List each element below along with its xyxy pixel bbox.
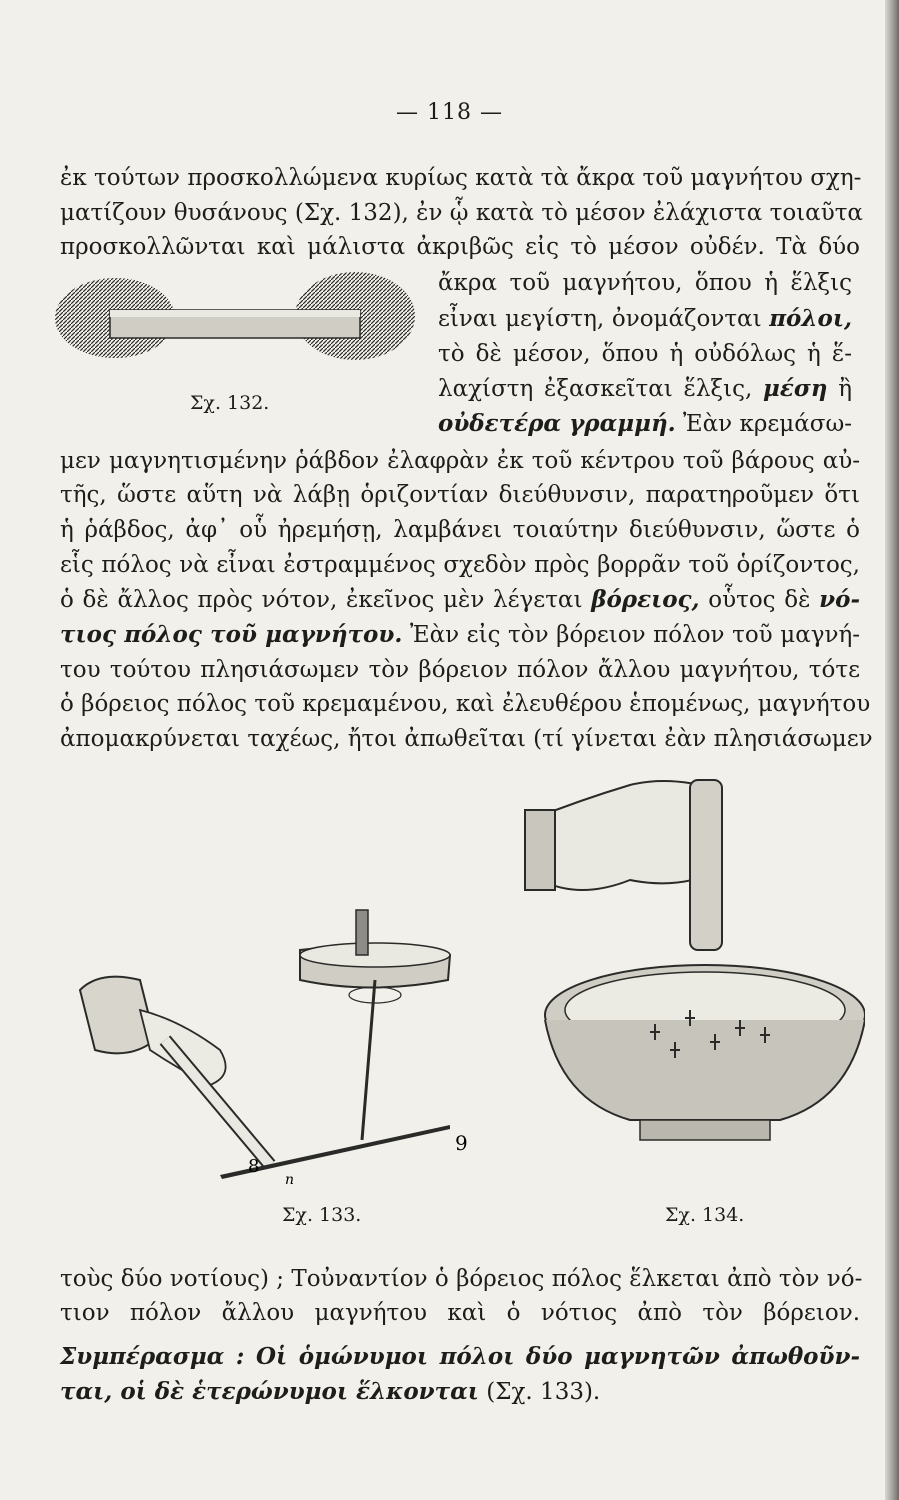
figure-132-magnet-filings [55,268,425,378]
text-line [60,620,860,650]
text-span: λαχίστη ἐξασκεῖται ἕλξις, [438,376,764,402]
conclusion-line: Συμπέρασμα : Οἱ ὁμώνυμοι πόλοι δύο μαγνητῶν ἀπωθοῦν- [60,1343,860,1370]
text-line: προσκολλῶνται καὶ μάλιστα ἀκριβῶς εἰς τὸ μέσον οὐδέν. Τὰ δύο [60,234,860,260]
text-line: ἐκ τούτων προσκολλώμενα κυρίως κατὰ τὰ ἄκρα τοῦ μαγνήτου σχη- [60,165,862,191]
text-span: Ἐὰν κρεμάσω- [675,411,852,437]
text-span: ὁ δὲ ἄλλος πρὸς νότον, ἐκεῖνος μὲν λέγεται [60,587,592,613]
figure-reference: (Σχ. 133). [478,1379,601,1405]
figure-133-caption: Σχ. 133. [282,1204,362,1226]
term-middle: μέση [763,375,828,402]
term-north: βόρειος, [591,586,700,613]
label-n: n [285,1172,295,1188]
text-line: τῆς, ὥστε αὕτη νὰ λάβῃ ὁριζοντίαν διεύθυνσιν, παρατηροῦμεν ὅτι [60,482,860,508]
conclusion-text: ται, οἱ δὲ ἑτερώνυμοι ἕλκονται [60,1378,479,1405]
text-span: ἢ [827,376,853,402]
text-span: Ἐὰν εἰς τὸν βόρειον πόλον τοῦ μαγνή- [402,622,861,648]
text-line: εἷς πόλος νὰ εἶναι ἐστραμμένος σχεδὸν πρὸς βορρᾶν τοῦ ὁρίζοντος, [60,552,860,578]
text-line: τὸ δὲ μέσον, ὅπου ἡ οὐδόλως ἡ ἕ- [438,341,852,367]
figure-134-floating-needles-basin [520,770,865,1190]
text-span: εἶναι μεγίστη, ὀνομάζονται [438,306,770,332]
label-9: 9 [455,1131,468,1155]
text-line: ἄκρα τοῦ μαγνήτου, ὅπου ἡ ἕλξις [438,270,852,296]
figure-132-caption: Σχ. 132. [190,392,270,414]
text-line: τοὺς δύο νοτίους) ; Τοὐναντίον ὁ βόρειος πόλος ἕλκεται ἀπὸ τὸν νό- [60,1266,863,1292]
text-line [438,374,852,404]
term-neutral-line: οὐδετέρα γραμμή. [438,410,676,437]
text-line: τιον πόλον ἄλλου μαγνήτου καὶ ὁ νότιος ἀπὸ τὸν βόρειον. [60,1300,860,1326]
text-line: ματίζουν θυσάνους (Σχ. 132), ἐν ᾧ κατὰ τὸ μέσον ἐλάχιστα τοιαῦτα [60,200,863,226]
term-south-start: νό- [819,586,860,613]
conclusion-line [60,1377,860,1407]
text-line: μεν μαγνητισμένην ῥάβδον ἐλαφρὰν ἐκ τοῦ κέντρου τοῦ βάρους αὐ- [60,448,860,474]
text-line: ἡ ῥάβδος, ἀφ᾽ οὗ ἠρεμήσῃ, λαμβάνει τοιαύτην διεύθυνσιν, ὥστε ὁ [60,517,860,543]
text-line: ὁ βόρειος πόλος τοῦ κρεμαμένου, καὶ ἐλευθέρου ἑπομένως, μαγνήτου [60,691,871,717]
term-south-pole: τιος πόλος τοῦ μαγνήτου. [60,621,403,648]
text-span: οὗτος δὲ [699,587,820,613]
figure-133-suspended-needle [70,900,480,1190]
label-8: 8 [248,1156,260,1177]
text-line [438,304,852,334]
page-edge-shadow [885,0,899,1500]
text-line: του τούτου πλησιάσωμεν τὸν βόρειον πόλον ἄλλου μαγνήτου, τότε [60,657,860,683]
text-line: ἀπομακρύνεται ταχέως, ἤτοι ἀπωθεῖται (τί γίνεται ἐὰν πλησιάσωμεν [60,726,873,752]
text-line [60,585,860,615]
page-number: — 118 — [396,100,503,125]
term-poles: πόλοι, [769,305,852,332]
text-line [438,409,852,439]
figure-134-caption: Σχ. 134. [665,1204,745,1226]
